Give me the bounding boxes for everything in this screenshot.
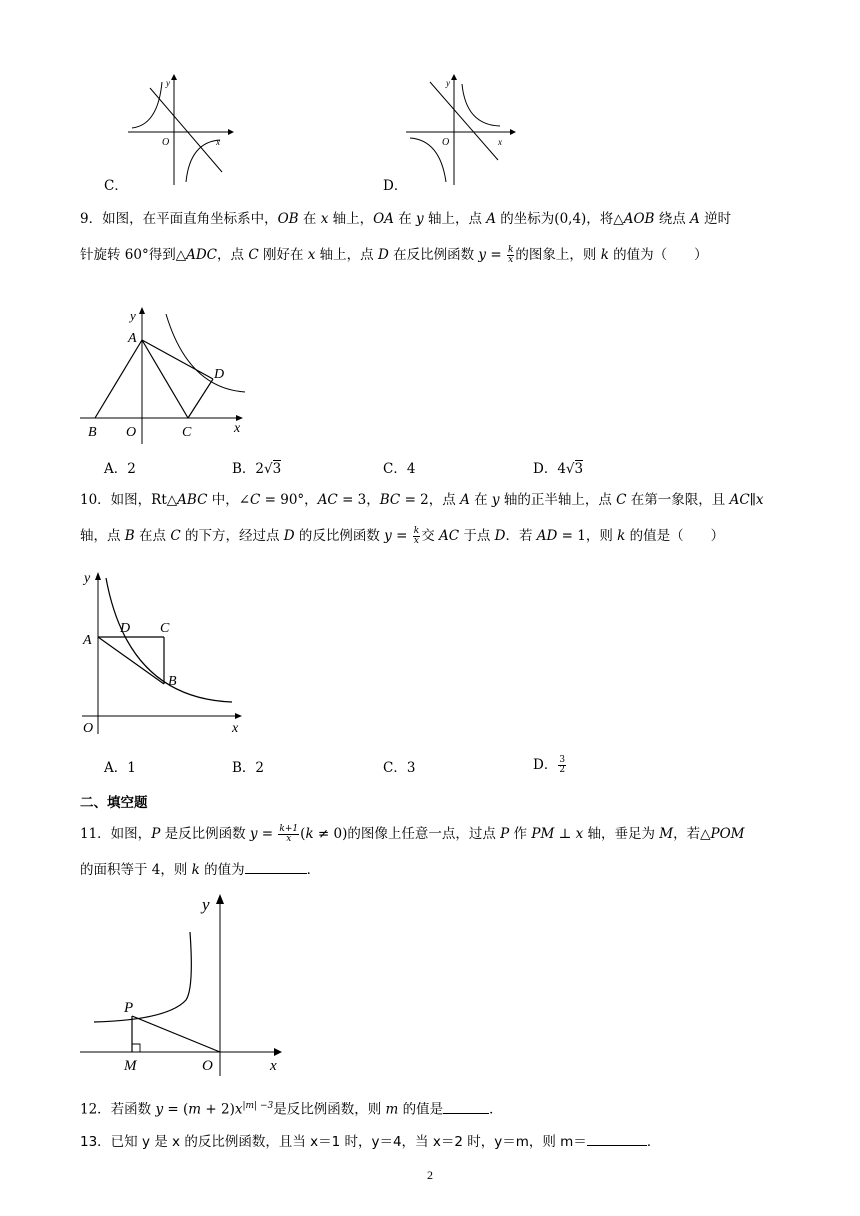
q11-fig-point-m: M	[124, 1058, 137, 1074]
q10-option-a: A．1	[104, 760, 136, 776]
q10-option-b: B．2	[232, 760, 265, 776]
q11-figure	[78, 890, 288, 1080]
q10-fig-x-label: x	[232, 721, 239, 736]
q8d-origin-label: O	[442, 137, 450, 148]
q13-stem: 13．已知 y 是 x 的反比例函数，且当 x＝1 时，y＝4，当 x＝2 时，y＝m，则 m＝ ．	[80, 1134, 661, 1150]
q9-stem-line1: 9．如图，在平面直角坐标系中，OB 在 x 轴上，OA 在 y 轴上，点 A 的坐标为(0,4)，将△AOB 绕点 A 逆时	[80, 211, 732, 227]
q11-stem-line2: 的面积等于 4，则 k 的值为 ．	[80, 862, 321, 878]
q9-fig-point-c: C	[182, 425, 192, 440]
q11-fraction: $\frac{k+1}{x}$	[279, 824, 299, 844]
q11-fig-x-label: x	[270, 1058, 277, 1074]
q9-option-b: B．2√3	[232, 461, 282, 477]
q10-stem-line2: 轴，点 B 在点 C 的下方，经过点 D 的反比例函数 y = $\frac{k}{x}$ 交 AC 于点 D．若 AD = 1，则 k 的值是（ ）	[80, 526, 725, 546]
q9-stem-line2: 针旋转 60°得到△ADC，点 C 刚好在 x 轴上，点 D 在反比例函数 y = $\frac{k}{x}$ 的图象上，则 k 的值为（ ）	[80, 245, 708, 265]
q9-option-c: C．4	[383, 461, 416, 477]
q9-fig-point-a: A	[128, 331, 137, 346]
q8c-x-label: x	[216, 137, 220, 147]
section-fill-in-title: 二、填空题	[80, 795, 148, 811]
q8-option-c-label: C．	[104, 178, 128, 194]
q11-fig-y-label: y	[202, 895, 210, 914]
q9-fraction-k-over-x: $\frac{k}{x}$	[507, 245, 514, 265]
q11-stem-line1: 11．如图，P 是反比例函数 y = $\frac{k+1}{x}$ (k ≠ 0)的图像上任意一点，过点 P 作 PM ⊥ x 轴，垂足为 M，若△POM	[80, 824, 745, 844]
q8c-y-label: y	[166, 78, 170, 88]
q10-figure	[80, 566, 250, 738]
q10-fraction-k-over-x: $\frac{k}{x}$	[413, 526, 420, 546]
q8-graph-c	[120, 70, 240, 190]
q11-answer-blank[interactable]	[245, 861, 307, 874]
q10-option-c: C．3	[383, 760, 416, 776]
q10-fig-point-c: C	[160, 621, 170, 636]
q11-fig-origin: O	[202, 1058, 213, 1074]
q10-fig-point-d: D	[120, 621, 131, 636]
q10-fig-point-a: A	[83, 633, 92, 648]
q10-fig-origin: O	[83, 721, 94, 736]
q11-fig-point-p: P	[124, 1000, 134, 1016]
q8-graph-d	[400, 70, 525, 190]
q13-answer-blank[interactable]	[587, 1133, 647, 1146]
q12-answer-blank[interactable]	[443, 1101, 489, 1114]
q10-fig-point-b: B	[168, 674, 177, 689]
page-number: 2	[427, 1168, 433, 1182]
q9-fig-origin: O	[126, 425, 137, 440]
q8d-y-label: y	[446, 78, 450, 88]
q8d-x-label: x	[498, 137, 502, 147]
q9-figure	[78, 306, 258, 446]
q10-option-d: D． $\frac{3}{2}$	[533, 755, 566, 775]
q9-fig-point-d: D	[214, 367, 225, 382]
q9-option-a: A．2	[104, 461, 136, 477]
q12-stem: 12．若函数 $y = (m + 2)x^{|m| -3}$是反比例函数，则 m 的值是 ．	[80, 1101, 503, 1118]
q8-option-d-label: D．	[383, 178, 408, 194]
q9-fig-y-label: y	[130, 308, 136, 323]
q10-fig-y-label: y	[84, 571, 91, 586]
q9-fig-point-b: B	[88, 425, 97, 440]
q9-option-d: D．4√3	[533, 461, 584, 477]
q10-stem-line1: 10．如图，Rt△ABC 中，∠C = 90°，AC = 3，BC = 2，点 A 在 y 轴的正半轴上，点 C 在第一象限，且 AC∥x	[80, 492, 764, 508]
q9-fig-x-label: x	[234, 421, 241, 436]
q8c-origin-label: O	[162, 137, 170, 148]
